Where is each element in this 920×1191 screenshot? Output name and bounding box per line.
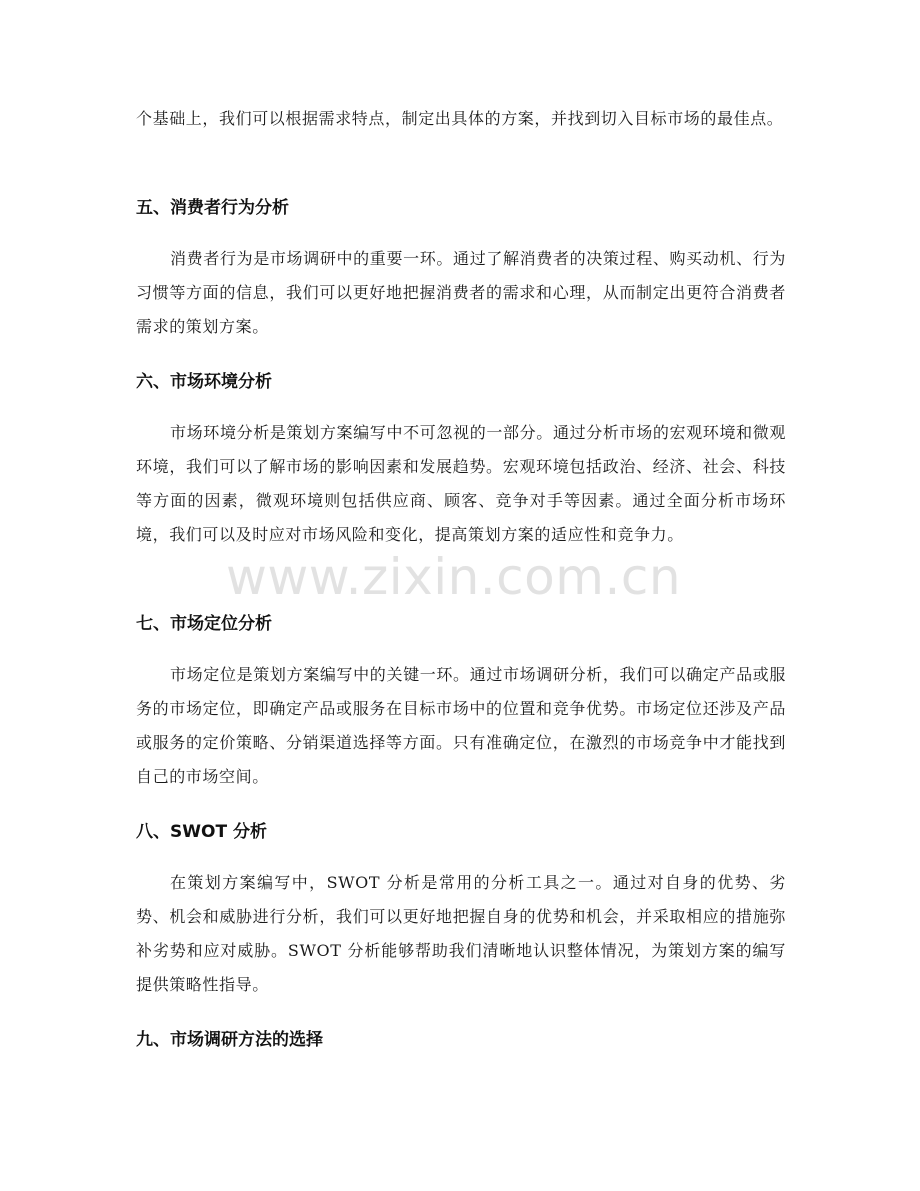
section-heading-9: 九、市场调研方法的选择 (136, 1030, 323, 1050)
section-body-5: 消费者行为是市场调研中的重要一环。通过了解消费者的决策过程、购买动机、行为习惯等方面的信息，我们可以更好地把握消费者的需求和心理，从而制定出更符合消费者需求的策划方案。 (136, 249, 786, 336)
watermark: www.zixin.com.cn (226, 548, 682, 606)
section-heading-5: 五、消费者行为分析 (136, 198, 289, 218)
section-heading-8: 八、SWOT 分析 (136, 822, 267, 842)
section-body-7: 市场定位是策划方案编写中的关键一环。通过市场调研分析，我们可以确定产品或服务的市场定位，即确定产品或服务在目标市场中的位置和竞争优势。市场定位还涉及产品或服务的定价策略、分销渠道选择等方面。只有准确定位，在激烈的市场竞争中才能找到自己的市场空间。 (136, 665, 786, 786)
section-heading-7: 七、市场定位分析 (136, 614, 272, 634)
section-heading-6: 六、市场环境分析 (136, 372, 272, 392)
intro-paragraph: 个基础上，我们可以根据需求特点，制定出具体的方案，并找到切入目标市场的最佳点。 (136, 109, 784, 128)
section-body-6: 市场环境分析是策划方案编写中不可忽视的一部分。通过分析市场的宏观环境和微观环境，我们可以了解市场的影响因素和发展趋势。宏观环境包括政治、经济、社会、科技等方面的因素，微观环境则包括供应商、顾客、竞争对手等因素。通过全面分析市场环境，我们可以及时应对市场风险和变化，提高策划方案的适应性和竞争力。 (136, 423, 786, 544)
section-body-8: 在策划方案编写中，SWOT 分析是常用的分析工具之一。通过对自身的优势、劣势、机会和威胁进行分析，我们可以更好地把握自身的优势和机会，并采取相应的措施弥补劣势和应对威胁。SWOT 分析能够帮助我们清晰地认识整体情况，为策划方案的编写提供策略性指导。 (136, 873, 786, 994)
